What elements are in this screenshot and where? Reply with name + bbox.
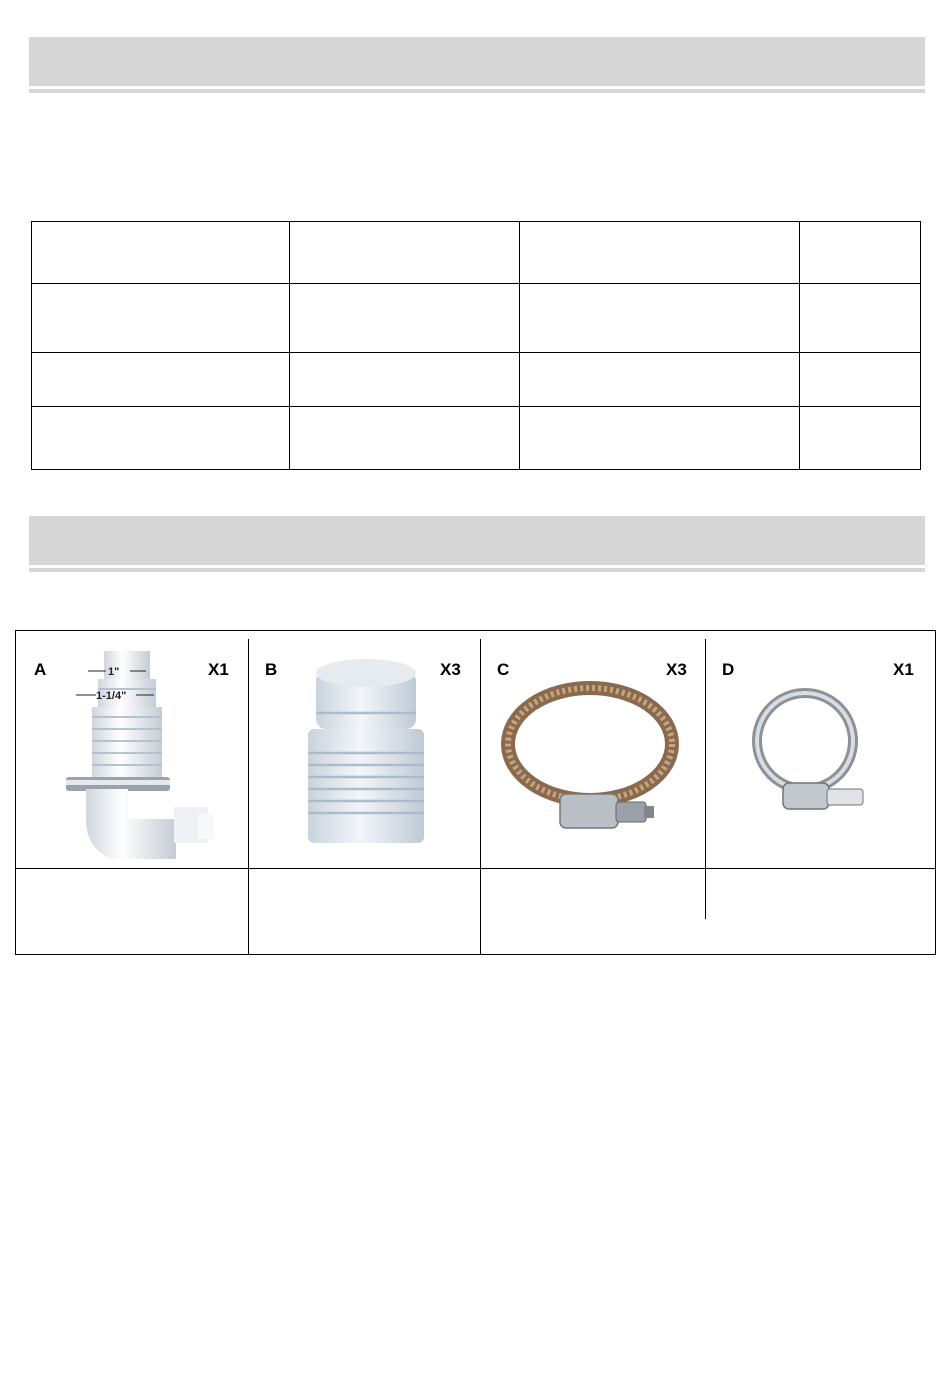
parts-grid	[15, 630, 936, 955]
hose-clamp-small-icon	[743, 679, 893, 829]
part-letter: D	[722, 660, 735, 679]
divider	[705, 639, 706, 919]
table-cell	[520, 407, 800, 470]
part-quantity: X3	[666, 660, 687, 679]
table-row	[32, 407, 921, 470]
part-letter: A	[34, 660, 47, 679]
table-cell	[800, 284, 921, 353]
elbow-connector-icon	[46, 649, 216, 859]
table-cell	[32, 222, 290, 284]
table-row	[32, 353, 921, 407]
spec-table	[31, 221, 921, 470]
table-cell	[32, 353, 290, 407]
table-cell	[800, 353, 921, 407]
table-cell	[800, 407, 921, 470]
table-cell	[32, 407, 290, 470]
divider	[248, 639, 249, 955]
part-quantity: X1	[208, 660, 229, 679]
part-quantity: X1	[893, 660, 914, 679]
dimension-label: 1"	[108, 666, 120, 678]
table-cell	[32, 284, 290, 353]
part-letter: C	[497, 660, 510, 679]
table-cell	[520, 222, 800, 284]
table-cell	[290, 284, 520, 353]
table-row	[32, 284, 921, 353]
table-cell	[290, 407, 520, 470]
part-letter: B	[265, 660, 278, 679]
section-header-bar-1	[29, 37, 925, 86]
table-cell	[290, 222, 520, 284]
table-row	[32, 222, 921, 284]
dimension-label: 1-1/4"	[96, 690, 127, 702]
part-quantity: X3	[440, 660, 461, 679]
table-cell	[520, 353, 800, 407]
hose-adapter-icon	[296, 653, 436, 853]
hose-clamp-large-icon	[498, 676, 688, 846]
section-header-underline-1	[29, 89, 925, 93]
divider	[480, 639, 481, 955]
divider	[16, 868, 935, 869]
table-cell	[800, 222, 921, 284]
section-header-underline-2	[29, 568, 925, 572]
section-header-bar-2	[29, 516, 925, 565]
table-cell	[290, 353, 520, 407]
table-cell	[520, 284, 800, 353]
